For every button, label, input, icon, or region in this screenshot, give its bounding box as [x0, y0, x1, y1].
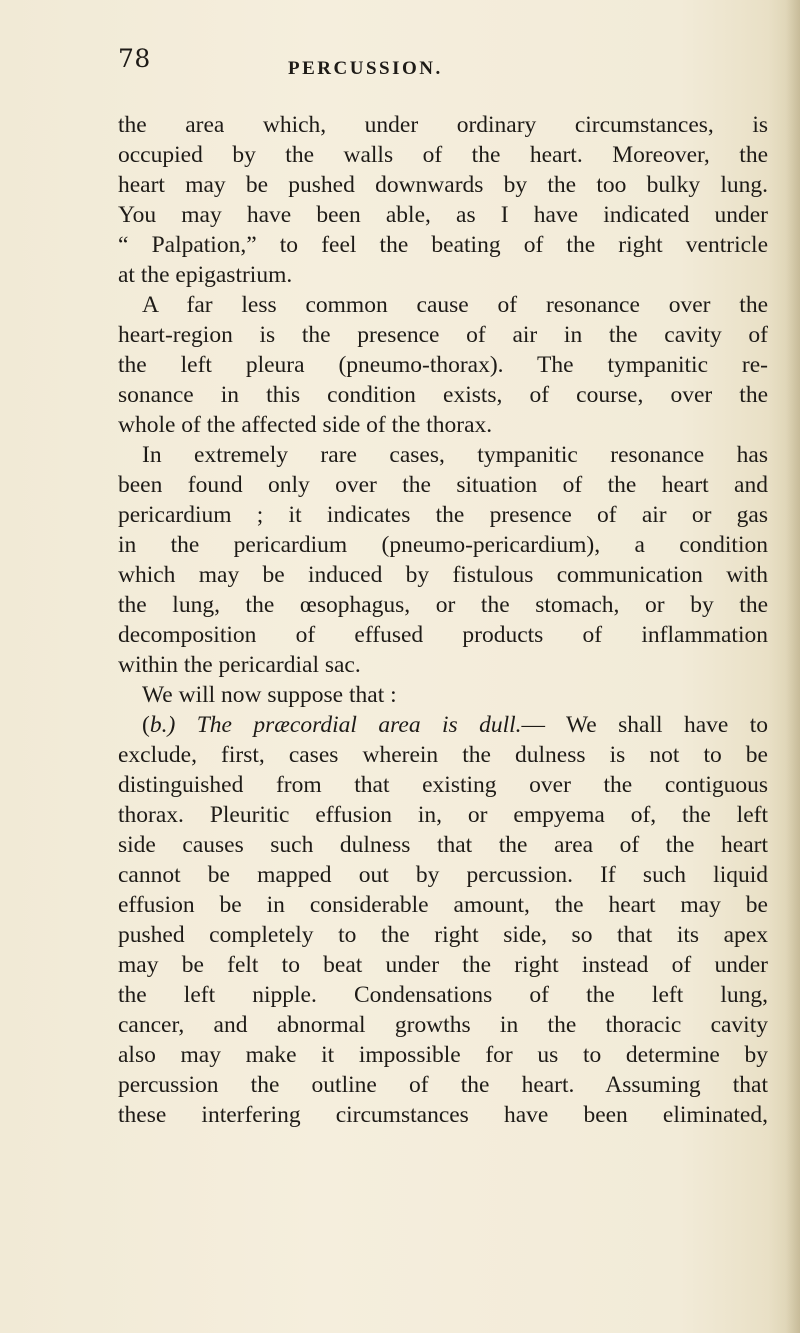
text-line: occupied by the walls of the heart. Moreover, the [118, 142, 768, 168]
section-heading-line [118, 710, 768, 740]
text-line: decomposition of effused products of inflammation [118, 622, 768, 648]
text-line: the left pleura (pneumo-thorax). The tympanitic re- [118, 352, 768, 378]
text-line: which may be induced by fistulous communication with [118, 562, 768, 588]
text-line: also may make it impossible for us to determine by [118, 1042, 768, 1068]
text-line: distinguished from that existing over the contiguous [118, 772, 768, 798]
text-line: sonance in this condition exists, of course, over the [118, 382, 768, 408]
page-header [118, 44, 768, 88]
text-line: side causes such dulness that the area of the heart [118, 832, 768, 858]
page-edge-shadow [786, 0, 800, 1333]
section-heading-continuation: — We shall have to [521, 712, 769, 738]
text-line: “ Palpation,” to feel the beating of the right ventricle [118, 232, 768, 258]
text-line: cannot be mapped out by percussion. If such liquid [118, 862, 768, 888]
text-line: whole of the affected side of the thorax. [118, 412, 493, 438]
text-line: You may have been able, as I have indicated under [118, 202, 768, 228]
paragraph-start-line: In extremely rare cases, tympanitic resonance has [142, 442, 768, 468]
text-line: the area which, under ordinary circumstances, is [118, 112, 768, 138]
page-number: 78 [118, 44, 151, 73]
text-line: the left nipple. Condensations of the left lung, [118, 982, 768, 1008]
body-text [118, 110, 768, 1130]
text-line: at the epigastrium. [118, 262, 293, 288]
paragraph-start-line: A far less common cause of resonance over the [142, 292, 768, 318]
text-line: within the pericardial sac. [118, 652, 361, 678]
section-heading-italic: b.) The præcordial area is dull. [149, 712, 522, 738]
text-line: heart may be pushed downwards by the too bulky lung. [118, 172, 768, 198]
text-line: been found only over the situation of the heart and [118, 472, 768, 498]
text-line: these interfering circumstances have been eliminated, [118, 1102, 768, 1128]
text-line: the lung, the œsophagus, or the stomach, or by the [118, 592, 768, 618]
text-line: percussion the outline of the heart. Assuming that [118, 1072, 768, 1098]
text-line: in the pericardium (pneumo-pericardium), a condition [118, 532, 768, 558]
text-line: effusion be in considerable amount, the heart may be [118, 892, 768, 918]
text-line: pushed completely to the right side, so that its apex [118, 922, 768, 948]
section-label-open: ( [142, 712, 150, 738]
paragraph-start-line: We will now suppose that : [142, 682, 397, 708]
text-line: pericardium ; it indicates the presence of air or gas [118, 502, 768, 528]
text-line: thorax. Pleuritic effusion in, or empyema of, the left [118, 802, 768, 828]
text-line: may be felt to beat under the right instead of under [118, 952, 768, 978]
running-head: PERCUSSION. [288, 58, 443, 79]
text-line: heart-region is the presence of air in the cavity of [118, 322, 768, 348]
text-line: cancer, and abnormal growths in the thoracic cavity [118, 1012, 768, 1038]
text-line: exclude, first, cases wherein the dulness is not to be [118, 742, 768, 768]
